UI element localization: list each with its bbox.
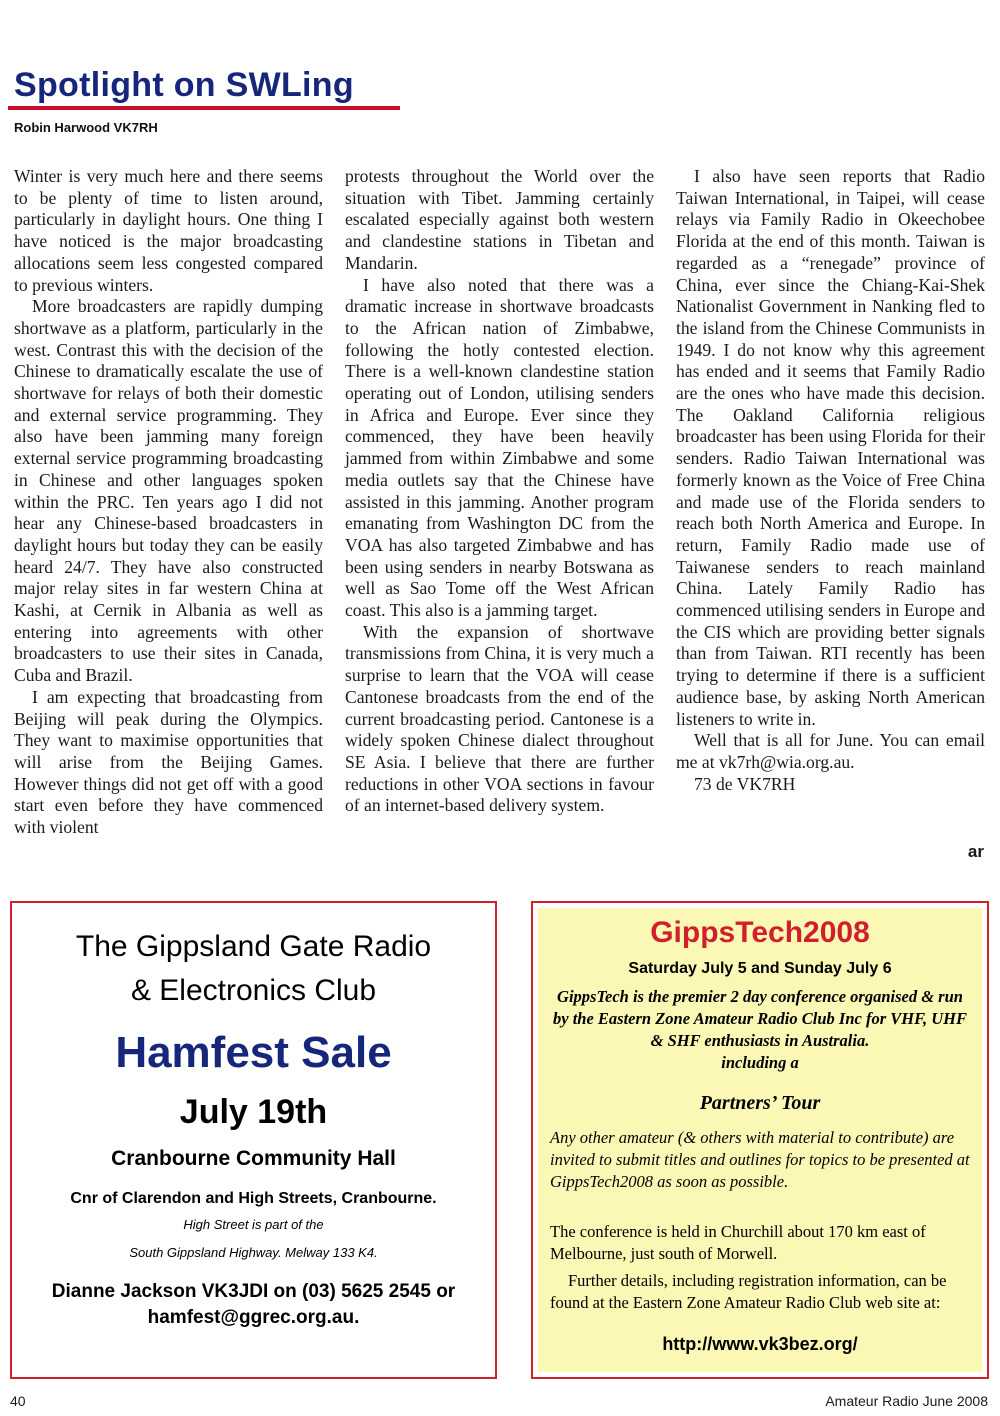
- page-title: Spotlight on SWLing: [14, 66, 354, 104]
- article-column-2: [345, 166, 654, 817]
- paragraph: More broadcasters are rapidly dumping shortwave as a platform, particularly in the west. Contrast this with the decision of the Chinese to dramatically escalate the use of shortwave for relays of both their domestic and external service programming. They also have been jamming many foreign external service programming broadcasting in Chinese and other languages spoken within the PRC. Ten years ago I did not hear any Chinese-based broadcasters in daylight hours but today they can be easily heard 24/7. They have also constructed major relay sites in far western China at Kashi, at Cernik in Albania as well as entering into agreements with other broadcasters to use their sites in Canada, Cuba and Brazil.: [14, 296, 323, 686]
- gippstech-title: GippsTech2008: [650, 916, 870, 949]
- contact-line1: Dianne Jackson VK3JDI on (03) 5625 2545 or: [51, 1281, 456, 1302]
- paragraph: I have also noted that there was a dramatic increase in shortwave broadcasts to the African nation of Zimbabwe, following the hotly contested election. There is a well-known clandestine station operating out of London, utilising senders in Africa and Europe. Ever since they commenced, they have been heavily jammed from within Zimbabwe and some media outlets say that the Chinese have assisted in this jamming. Another program emanating from Washington DC from the VOA has also targeted Zimbabwe and has been using senders in nearby Botswana as well as Sao Tome off the West African coast. This also is a jamming target.: [345, 274, 654, 621]
- paragraph: 73 de VK7RH: [694, 773, 796, 794]
- club-name: [12, 925, 495, 1013]
- paragraph: protests throughout the World over the situation with Tibet. Jamming certainly escalated especially against both western and clandestine stations in Tibetan and Mandarin.: [345, 166, 654, 273]
- partners-tour: Partners’ Tour: [699, 1092, 821, 1114]
- paragraph: Well that is all for June. You can email me at vk7rh@wia.org.au.: [676, 730, 985, 772]
- gippstech-description-text: GippsTech is the premier 2 day conference organised & run by the Eastern Zone Amateur Radio Club Inc for VHF, UHF & SHF enthusiasts in Australia.: [553, 987, 967, 1050]
- club-name-line1: The Gippsland Gate Radio: [75, 930, 432, 963]
- paragraph: Winter is very much here and there seems to be plenty of time to listen around, particularly in daylight hours. One thing I have noticed is the major broadcasting allocations seem less congested compared to previous winters.: [14, 166, 323, 295]
- gippstech-including: including a: [721, 1053, 799, 1072]
- article-column-3: [676, 166, 985, 795]
- gippstech-description: [548, 986, 972, 1074]
- gippstech-further: Further details, including registration information, can be found at the Eastern Zone Amateur Radio Club web site at:: [550, 1271, 947, 1312]
- hamfest-venue: Cranbourne Community Hall: [111, 1147, 396, 1170]
- author-byline: Robin Harwood VK7RH: [14, 120, 158, 135]
- hamfest-headline: Hamfest Sale: [115, 1028, 392, 1077]
- hamfest-contact: [12, 1279, 495, 1331]
- gippstech-dates: Saturday July 5 and Sunday July 6: [628, 960, 892, 977]
- title-banner: [8, 60, 400, 110]
- end-mark: ar: [967, 842, 984, 861]
- hamfest-advert: [10, 901, 497, 1379]
- gippstech-panel: [538, 908, 982, 1372]
- gippstech-location: The conference is held in Churchill about 170 km east of Melbourne, just south of Morwell.: [550, 1222, 926, 1263]
- paragraph: With the expansion of shortwave transmissions from China, it is very much a surprise to learn that the VOA will cease Cantonese broadcasts from the end of the current broadcasting period. Cantonese is a widely spoken Chinese dialect throughout SE Asia. I believe that there are further reductions in other VOA sections in favour of an internet-based delivery system.: [345, 621, 654, 816]
- article-column-1: [14, 166, 323, 839]
- highway-note-2: South Gippsland Highway. Melway 133 K4.: [129, 1245, 378, 1260]
- club-name-line2: & Electronics Club: [130, 974, 377, 1007]
- page-number: 40: [10, 1393, 26, 1409]
- paragraph: I also have seen reports that Radio Taiwan International, in Taipei, will cease relays via Family Radio in Okeechobee Florida at the end of this month. Taiwan is regarded as a “renegade” province of China, ever since the Chiang-Kai-Shek Nationalist Government in Nanking fled to the island from the Chinese Communists in 1949. I do not know why this agreement has ended and it seems that Family Radio are the ones who have made this decision. The Oakland California religious broadcaster has been using Florida for their senders. Radio Taiwan International was formerly known as the Voice of Free China and made use of the Florida senders to reach both North America and Europe. In return, Family Radio made use of Taiwanese senders to reach mainland China. Lately Family Radio has commenced utilising senders in Europe and the CIS which are providing better signals than from Taiwan. RTI recently has been trying to determine if there is a sufficient audience base, by asking North American listeners to write in.: [676, 166, 985, 729]
- highway-note-1: High Street is part of the: [183, 1217, 324, 1232]
- paragraph: I am expecting that broadcasting from Beijing will peak during the Olympics. They want to maximise opportunities that will arise from the Beijing Games. However things did not get off with a good start even before they have commenced with violent: [14, 686, 323, 838]
- hamfest-date: July 19th: [179, 1093, 328, 1131]
- gippstech-advert: [531, 901, 989, 1379]
- publication-footer: Amateur Radio June 2008: [825, 1393, 988, 1409]
- contact-email: hamfest@ggrec.org.au.: [147, 1307, 360, 1328]
- gippstech-invite: Any other amateur (& others with material to contribute) are invited to submit titles and outlines for topics to be presented at GippsTech2008 as soon as possible.: [550, 1128, 970, 1191]
- hamfest-address: Cnr of Clarendon and High Streets, Cranbourne.: [70, 1190, 437, 1207]
- gippstech-url[interactable]: http://www.vk3bez.org/: [662, 1334, 858, 1354]
